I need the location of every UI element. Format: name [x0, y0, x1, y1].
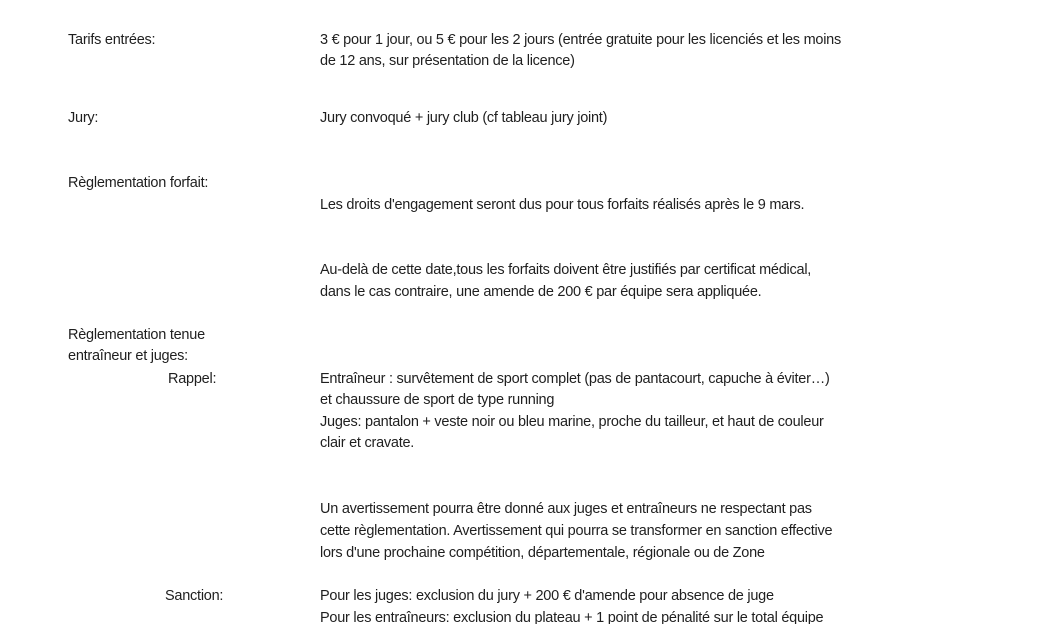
forfait-suite-line-1: Au-delà de cette date,tous les forfaits doivent être justifiés par certificat médical, — [320, 262, 812, 278]
avertissement-text-line-1: Un avertissement pourra être donné aux juges et entraîneurs ne respectant pas — [320, 501, 812, 517]
label-rappel: Rappel: — [168, 371, 217, 387]
label-reglementation-tenue-line-1: Règlementation tenue — [68, 327, 205, 343]
sanction-text-line-1: Pour les juges: exclusion du jury + 200 € d'amende pour absence de juge — [320, 588, 774, 604]
sanction-text-line-2: Pour les entraîneurs: exclusion du plateau + 1 point de pénalité sur le total équipe — [320, 610, 824, 624]
rappel-text-line-3: Juges: pantalon + veste noir ou bleu marine, proche du tailleur, et haut de couleur — [320, 414, 824, 430]
forfait-suite-line-2: dans le cas contraire, une amende de 200 € par équipe sera appliquée. — [320, 284, 762, 300]
avertissement-text-line-2: cette règlementation. Avertissement qui pourra se transformer en sanction effective — [320, 523, 833, 539]
label-tarifs-entrees: Tarifs entrées: — [68, 32, 156, 48]
label-jury: Jury: — [68, 110, 99, 126]
rappel-text-line-2: et chaussure de sport de type running — [320, 392, 555, 408]
forfait-text: Les droits d'engagement seront dus pour tous forfaits réalisés après le 9 mars. — [320, 197, 805, 213]
jury-text: Jury convoqué + jury club (cf tableau jury joint) — [320, 110, 608, 126]
tarifs-text-line-1: 3 € pour 1 jour, ou 5 € pour les 2 jours (entrée gratuite pour les licenciés et les moins — [320, 32, 841, 48]
label-sanction: Sanction: — [165, 588, 224, 604]
tarifs-text-line-2: de 12 ans, sur présentation de la licence) — [320, 53, 575, 69]
avertissement-text-line-3: lors d'une prochaine compétition, départementale, régionale ou de Zone — [320, 545, 765, 561]
rappel-text-line-1: Entraîneur : survêtement de sport complet (pas de pantacourt, capuche à éviter…) — [320, 371, 830, 387]
rappel-text-line-4: clair et cravate. — [320, 435, 415, 451]
label-reglementation-forfait: Règlementation forfait: — [68, 175, 209, 191]
label-reglementation-tenue-line-2: entraîneur et juges: — [68, 348, 188, 364]
